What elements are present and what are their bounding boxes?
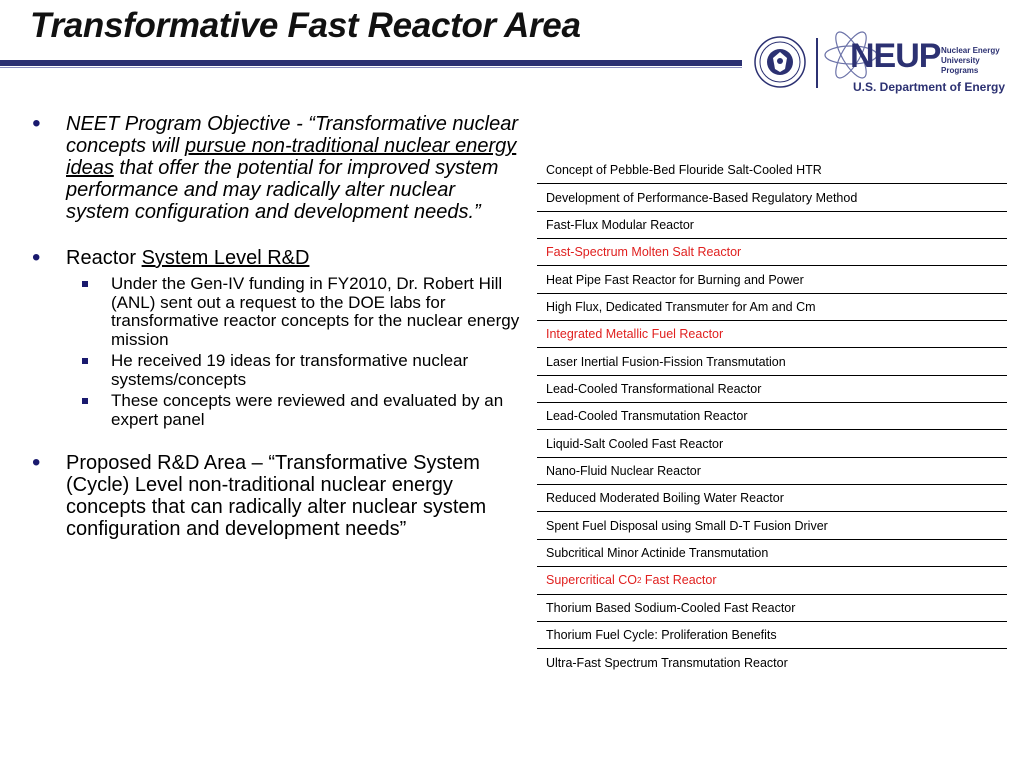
sub-bullet-list xyxy=(30,275,520,429)
concept-label: Reduced Moderated Boiling Water Reactor xyxy=(546,491,784,506)
bullet-dot-icon: • xyxy=(32,244,41,271)
bullet-list xyxy=(30,110,520,540)
concept-label: Heat Pipe Fast Reactor for Burning and Power xyxy=(546,272,804,287)
doe-seal-icon xyxy=(754,36,806,88)
sub-bullet-text: He received 19 ideas for transformative nuclear systems/concepts xyxy=(111,351,469,389)
concept-label: Fast-Flux Modular Reactor xyxy=(546,217,694,232)
square-bullet-icon xyxy=(82,398,88,404)
concept-label: Laser Inertial Fusion-Fission Transmutation xyxy=(546,354,786,369)
neup-wordmark: NEUP xyxy=(850,37,941,75)
concept-row xyxy=(537,266,1007,293)
square-bullet-icon xyxy=(82,358,88,364)
bullet-proposed-area xyxy=(30,449,520,540)
reactor-prefix: Reactor xyxy=(66,247,142,269)
concept-row xyxy=(537,294,1007,321)
proposed-text: Proposed R&D Area – “Transformative System (Cycle) Level non-traditional nuclear energy concepts that can radically alter nuclear system configuration and development needs” xyxy=(66,452,487,540)
concept-row xyxy=(537,540,1007,567)
objective-text-2: that offer the potential for improved system performance and may radically alter nuclear system configuration and development needs.” xyxy=(66,157,499,223)
concept-label: Fast-Spectrum Molten Salt Reactor xyxy=(546,245,742,260)
concept-label: Ultra-Fast Spectrum Transmutation Reactor xyxy=(546,655,788,670)
concept-label: Liquid-Salt Cooled Fast Reactor xyxy=(546,436,724,451)
bullet-objective xyxy=(30,110,520,223)
concept-row xyxy=(537,212,1007,239)
concept-row xyxy=(537,403,1007,430)
concept-label: Nano-Fluid Nuclear Reactor xyxy=(546,463,701,478)
concept-label: Development of Performance-Based Regulatory Method xyxy=(546,190,858,205)
concept-row xyxy=(537,157,1007,184)
concept-row xyxy=(537,622,1007,649)
title-rule xyxy=(0,60,742,66)
concept-label: Thorium Fuel Cycle: Proliferation Benefits xyxy=(546,628,777,643)
concept-row xyxy=(537,595,1007,622)
concept-label: Thorium Based Sodium-Cooled Fast Reactor xyxy=(546,600,796,615)
concept-label: Subcritical Minor Actinide Transmutation xyxy=(546,545,769,560)
reactor-underlined: System Level R&D xyxy=(141,247,310,269)
concept-row xyxy=(537,649,1007,676)
concept-label: Spent Fuel Disposal using Small D-T Fusion Driver xyxy=(546,518,828,533)
concept-list xyxy=(537,157,1007,677)
concept-row xyxy=(537,458,1007,485)
square-bullet-icon xyxy=(82,281,88,287)
page-title: Transformative Fast Reactor Area xyxy=(30,6,581,45)
sub-bullet-text: Under the Gen-IV funding in FY2010, Dr. Robert Hill (ANL) sent out a request to the DOE labs for transformative reactor concepts for the nuclear energy mission xyxy=(111,274,520,349)
sub-bullet xyxy=(30,352,520,389)
concept-row xyxy=(537,376,1007,403)
concept-row xyxy=(537,485,1007,512)
concept-row xyxy=(537,512,1007,539)
concept-label: High Flux, Dedicated Transmuter for Am and Cm xyxy=(546,299,816,314)
doe-text: U.S. Department of Energy xyxy=(853,80,1006,94)
title-rule-thin xyxy=(0,67,742,68)
bullet-reactor-rd xyxy=(30,244,520,271)
sub-bullet xyxy=(30,275,520,349)
objective-text-1: NEET Program Objective - “Transformative nuclear concepts will xyxy=(66,113,518,157)
concept-label: Concept of Pebble-Bed Flouride Salt-Cooled HTR xyxy=(546,163,822,178)
concept-label: Lead-Cooled Transmutation Reactor xyxy=(546,409,748,424)
concept-row xyxy=(537,348,1007,375)
objective-underlined: pursue non-traditional nuclear energy ideas xyxy=(66,135,517,179)
concept-row: Supercritical CO 2 Fast Reactor xyxy=(537,567,1007,594)
concept-row xyxy=(537,184,1007,211)
concept-label: Lead-Cooled Transformational Reactor xyxy=(546,381,762,396)
sub-bullet-text: These concepts were reviewed and evaluated by an expert panel xyxy=(111,391,504,429)
concept-row xyxy=(537,321,1007,348)
bullet-dot-icon: • xyxy=(32,110,41,137)
concept-row xyxy=(537,430,1007,457)
neup-subtitle: Nuclear Energy University Programs xyxy=(941,46,1000,75)
sub-bullet xyxy=(30,392,520,429)
concept-label: Integrated Metallic Fuel Reactor xyxy=(546,327,724,342)
logo-divider xyxy=(816,38,818,88)
bullet-dot-icon: • xyxy=(32,449,41,476)
concept-row xyxy=(537,239,1007,266)
